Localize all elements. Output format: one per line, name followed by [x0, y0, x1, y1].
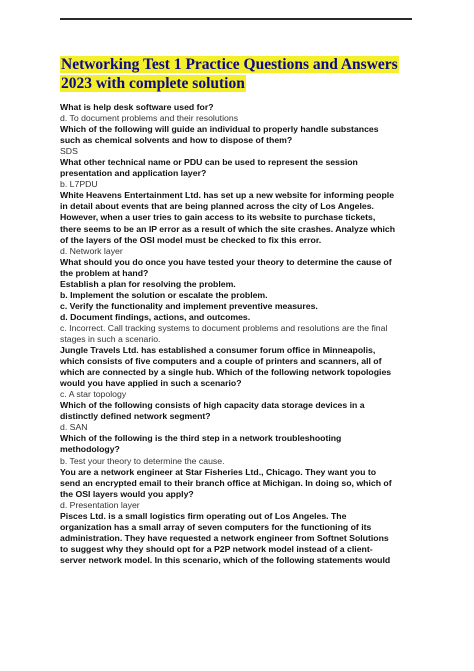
question-line: presentation and application layer? — [60, 168, 207, 179]
question-line: to suggest why they should opt for a P2P network model instead of a client- — [60, 543, 373, 554]
answer-line: d. SAN — [60, 422, 88, 433]
document-body — [60, 102, 422, 566]
question-line: Jungle Travels Ltd. has established a consumer forum office in Minneapolis, — [60, 345, 376, 356]
question-line: send an encrypted email to their branch office at Michigan. In doing so, which of — [60, 477, 392, 488]
question-line: You are a network engineer at Star Fisheries Ltd., Chicago. They want you to — [60, 466, 377, 477]
question-line: c. Verify the functionality and implement preventive measures. — [60, 300, 318, 311]
question-line: the OSI layers would you apply? — [60, 488, 194, 499]
question-line: which consists of five computers and a couple of printers and scanners, all of — [60, 356, 382, 367]
question-line: of the layers of the OSI model must be checked to fix this error. — [60, 234, 322, 245]
question-line: However, when a user tries to gain access to its website to purchase tickets, — [60, 212, 376, 223]
question-line: administration. They have requested a network engineer from Softnet Solutions — [60, 532, 389, 543]
question-line: What should you do once you have tested your theory to determine the cause of — [60, 256, 392, 267]
question-line: b. Implement the solution or escalate the problem. — [60, 289, 268, 300]
document-title-text: Networking Test 1 Practice Questions and Answers 2023 with complete solution — [61, 56, 398, 92]
question-line: d. Document findings, actions, and outcomes. — [60, 311, 251, 322]
question-line: What other technical name or PDU can be used to represent the session — [60, 157, 358, 168]
question-line: Which of the following will guide an individual to properly handle substances — [60, 124, 379, 135]
question-line: there seems to be an IP error as a result of which the site crashes. Analyze which — [60, 223, 396, 234]
document-title — [60, 55, 416, 93]
question-line: the problem at hand? — [60, 267, 149, 278]
question-line: methodology? — [60, 444, 120, 455]
question-line: which are connected by a single hub. Which of the following network topologies — [60, 367, 392, 378]
answer-line: d. Presentation layer — [60, 499, 140, 510]
answer-line: c. A star topology — [60, 389, 127, 400]
question-line: server network model. In this scenario, which of the following statements would — [60, 554, 391, 565]
answer-line: SDS — [60, 146, 78, 157]
question-line: Which of the following consists of high capacity data storage devices in a — [60, 400, 365, 411]
answer-line: b. L7PDU — [60, 179, 98, 190]
top-divider — [60, 18, 412, 20]
answer-line: d. To document problems and their resolutions — [60, 113, 239, 124]
question-line: would you have applied in such a scenario? — [60, 378, 242, 389]
question-line: Establish a plan for resolving the problem. — [60, 278, 236, 289]
question-line: such as chemical solvents and how to dispose of them? — [60, 135, 293, 146]
question-line: in detail about events that are being planned across the city of Los Angeles. — [60, 201, 374, 212]
question-line: distinctly defined network segment? — [60, 411, 211, 422]
question-line: Which of the following is the third step in a network troubleshooting — [60, 433, 342, 444]
answer-line: c. Incorrect. Call tracking systems to document problems and resolutions are the final — [60, 322, 388, 333]
question-line: What is help desk software used for? — [60, 102, 214, 112]
question-line: Pisces Ltd. is a small logistics firm operating out of Los Angeles. The — [60, 510, 347, 521]
answer-line: stages in such a scenario. — [60, 333, 161, 344]
answer-line: b. Test your theory to determine the cause. — [60, 455, 225, 466]
answer-line: d. Network layer — [60, 245, 123, 256]
question-line: organization has a small array of seven computers for the functioning of its — [60, 521, 372, 532]
question-line: White Heavens Entertainment Ltd. has set up a new website for informing people — [60, 190, 395, 201]
